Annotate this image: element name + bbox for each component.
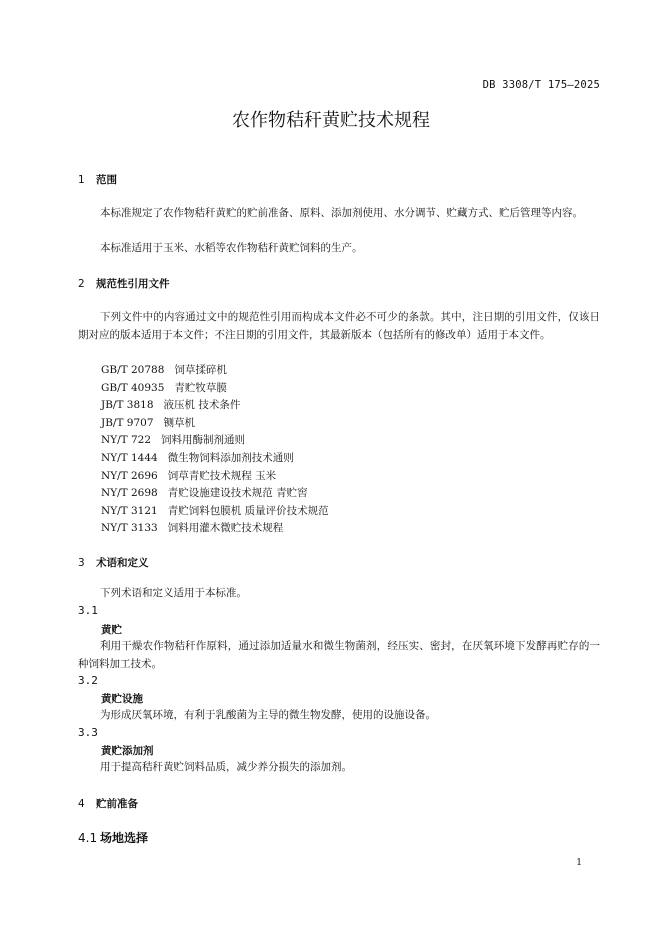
term-name: 黄贮添加剂 <box>101 745 154 757</box>
reference-item <box>101 520 329 538</box>
section-number: 4 <box>78 798 85 810</box>
reference-item <box>101 468 329 486</box>
section-2-heading <box>78 276 170 291</box>
clause-number: 3.2 <box>78 674 98 687</box>
reference-code: NY/T 722 <box>101 434 152 447</box>
reference-name: 青贮牧草膜 <box>174 381 227 394</box>
section-4-heading <box>78 796 138 811</box>
reference-name: 饲料用酶制剂通则 <box>161 434 246 447</box>
reference-item <box>101 415 329 433</box>
scope-paragraph-2: 本标准适用于玉米、水稻等农作物秸秆黄贮饲料的生产。 <box>100 242 363 254</box>
reference-name: 液压机 技术条件 <box>163 399 241 412</box>
normative-references-intro: 下列文件中的内容通过文中的规范性引用而构成本文件必不可少的条款。其中，注日期的引用文件，仅该日期对应的版本适用于本文件；不注日期的引用文件，其最新版本（包括所有的修改单）适用于本文件。 <box>78 311 600 341</box>
reference-name: 饲料用灌木微贮技术规程 <box>167 522 284 535</box>
clause-number: 3.3 <box>78 726 98 739</box>
reference-code: JB/T 9707 <box>101 416 154 429</box>
reference-name: 青贮饲料包膜机 质量评价技术规范 <box>167 504 329 517</box>
section-title: 范围 <box>96 174 117 186</box>
reference-code: GB/T 20788 <box>101 364 165 376</box>
section-number: 2 <box>78 278 85 290</box>
reference-name: 饲草揉碎机 <box>174 364 227 376</box>
term-name: 黄贮 <box>101 624 122 636</box>
terms-intro: 下列术语和定义适用于本标准。 <box>100 587 247 599</box>
reference-code: NY/T 2698 <box>101 487 158 500</box>
reference-code: NY/T 3133 <box>101 522 158 535</box>
reference-item <box>101 397 329 415</box>
reference-name: 微生物饲料添加剂技术通则 <box>167 451 294 464</box>
clause-number: 3.1 <box>78 604 98 617</box>
reference-code: NY/T 2696 <box>101 469 158 482</box>
reference-list <box>101 362 329 538</box>
term-name: 黄贮设施 <box>101 693 143 705</box>
reference-item <box>101 485 329 503</box>
term-definition: 用于提高秸秆黄贮饲料品质，减少养分损失的添加剂。 <box>100 761 352 773</box>
reference-name: 饲草青贮技术规程 玉米 <box>167 469 277 482</box>
section-title: 规范性引用文件 <box>96 278 170 290</box>
section-number: 3 <box>78 557 85 569</box>
reference-item <box>101 503 329 521</box>
term-definition: 为形成厌氧环境，有利于乳酸菌为主导的微生物发酵，使用的设施设备。 <box>100 709 436 721</box>
reference-code: NY/T 1444 <box>101 451 158 464</box>
reference-item <box>101 362 329 380</box>
reference-name: 青贮设施建设技术规范 青贮窖 <box>167 487 308 500</box>
section-title: 贮前准备 <box>96 798 138 810</box>
reference-code: NY/T 3121 <box>101 504 158 517</box>
subsection-4-1-heading <box>78 829 148 846</box>
reference-name: 铡草机 <box>163 416 196 429</box>
reference-item <box>101 432 329 450</box>
subsection-title: 场地选择 <box>100 831 149 845</box>
document-title: 农作物秸秆黄贮技术规程 <box>232 110 430 131</box>
scope-paragraph-1: 本标准规定了农作物秸秆黄贮的贮前准备、原料、添加剂使用、水分调节、贮藏方式、贮后管理等内容。 <box>100 207 583 219</box>
section-number: 1 <box>78 174 85 186</box>
page-number: 1 <box>576 858 582 868</box>
section-1-heading <box>78 172 117 187</box>
section-title: 术语和定义 <box>96 557 149 569</box>
standard-code: DB 3308/T 175—2025 <box>482 79 600 91</box>
subsection-number: 4.1 <box>78 831 98 845</box>
term-definition: 利用干燥农作物秸秆作原料，通过添加适量水和微生物菌剂，经压实、密封，在厌氧环境下发酵再贮存的一种饲料加工技术。 <box>78 640 600 670</box>
reference-item <box>101 450 329 468</box>
reference-code: GB/T 40935 <box>101 381 165 394</box>
reference-item <box>101 380 329 398</box>
section-3-heading <box>78 555 149 570</box>
reference-code: JB/T 3818 <box>101 399 154 412</box>
